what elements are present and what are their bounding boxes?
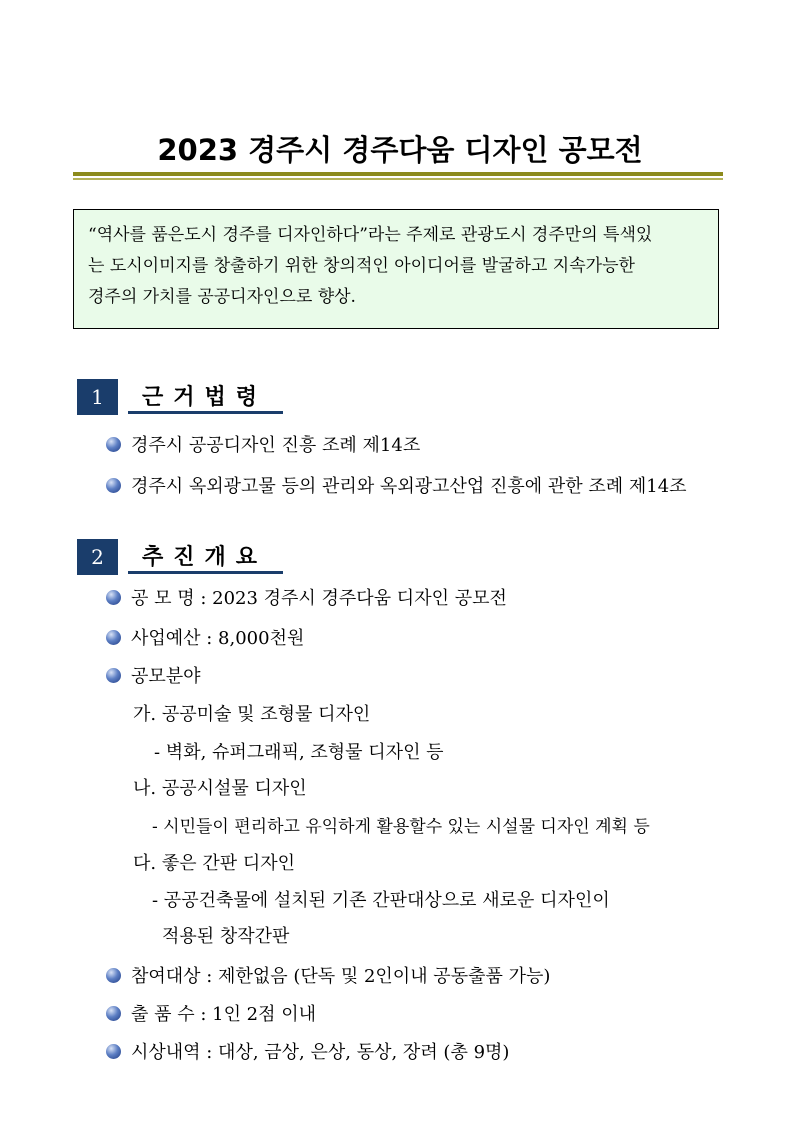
bullet-icon xyxy=(106,668,121,683)
section-number: 2 xyxy=(77,539,118,575)
section-number: 1 xyxy=(77,379,118,415)
summary-line: 는 도시이미지를 창출하기 위한 창의적인 아이디어를 발굴하고 지속가능한 xyxy=(88,256,635,276)
section-underline xyxy=(128,571,283,574)
field-heading: 다. 좋은 간판 디자인 xyxy=(133,853,295,874)
list-item: 사업예산 : 8,000천원 xyxy=(106,624,304,650)
section-title: 추진개요 xyxy=(142,545,268,570)
list-item: 공 모 명 : 2023 경주시 경주다움 디자인 공모전 xyxy=(106,584,507,610)
title-underline xyxy=(73,172,723,176)
bullet-icon xyxy=(106,590,121,605)
field-detail: - 벽화, 슈퍼그래픽, 조형물 디자인 등 xyxy=(154,742,444,763)
list-item: 경주시 옥외광고물 등의 관리와 옥외광고산업 진흥에 관한 조례 제14조 xyxy=(106,472,687,498)
summary-box xyxy=(73,209,719,329)
document-title: 2023 경주시 경주다움 디자인 공모전 xyxy=(157,133,643,167)
field-detail: - 공공건축물에 설치된 기존 간판대상으로 새로운 디자인이 xyxy=(152,890,610,911)
bullet-icon xyxy=(106,630,121,645)
bullet-icon xyxy=(106,478,121,493)
title-underline-thin xyxy=(73,178,723,180)
list-item: 경주시 공공디자인 진흥 조례 제14조 xyxy=(106,431,420,457)
summary-line: 경주의 가치를 공공디자인으로 향상. xyxy=(88,287,356,307)
field-detail: 적용된 창작간판 xyxy=(162,926,290,947)
field-heading: 가. 공공미술 및 조형물 디자인 xyxy=(133,704,371,725)
list-item: 출 품 수 : 1인 2점 이내 xyxy=(106,1000,316,1026)
section-underline xyxy=(128,411,283,414)
field-heading: 나. 공공시설물 디자인 xyxy=(133,778,307,799)
bullet-icon xyxy=(106,1006,121,1021)
bullet-icon xyxy=(106,968,121,983)
list-item: 시상내역 : 대상, 금상, 은상, 동상, 장려 (총 9명) xyxy=(106,1038,509,1064)
bullet-icon xyxy=(106,437,121,452)
list-item: 공모분야 xyxy=(106,662,201,688)
list-item: 참여대상 : 제한없음 (단독 및 2인이내 공동출품 가능) xyxy=(106,962,550,988)
bullet-icon xyxy=(106,1044,121,1059)
field-detail: - 시민들이 편리하고 유익하게 활용할수 있는 시설물 디자인 계획 등 xyxy=(152,817,650,837)
summary-line: “역사를 품은도시 경주를 디자인하다”라는 주제로 관광도시 경주만의 특색있 xyxy=(88,225,653,245)
section-title: 근거법령 xyxy=(142,385,268,410)
